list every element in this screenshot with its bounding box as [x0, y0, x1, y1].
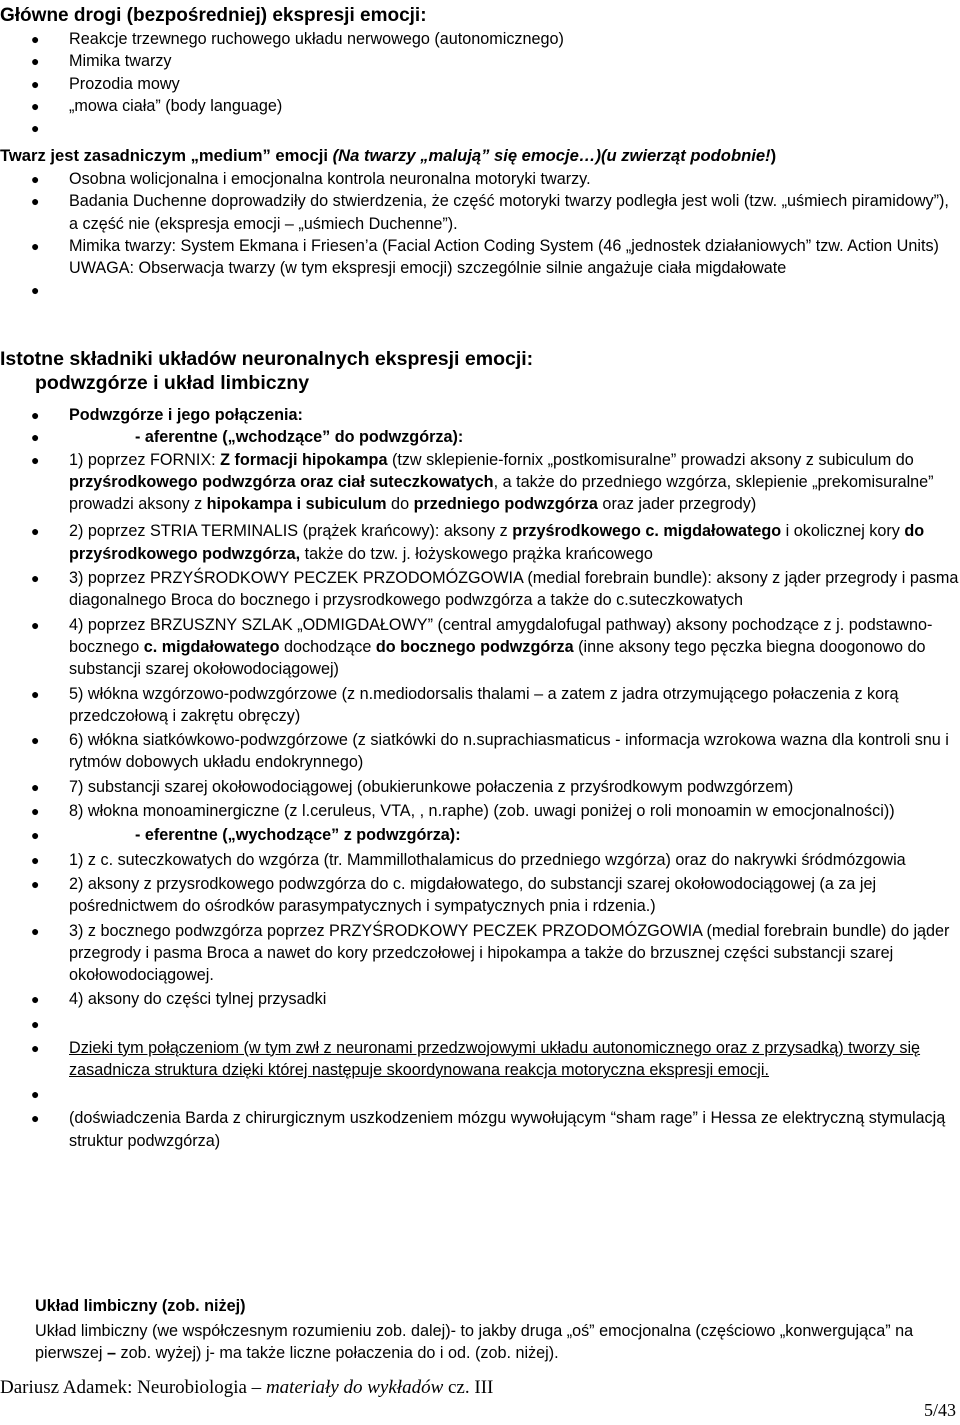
list-item [31, 279, 949, 301]
list-item: ● „mowa ciała” (body language) [69, 95, 949, 117]
section-heading: Istotne składniki układów neuronalnych ekspresji emocji: podwzgórze i układ limbiczny [0, 348, 534, 394]
bullet-icon: ● [31, 827, 40, 844]
list-item: ● 5) włókna wzgórzowo-podwzgórzowe (z n.mediodorsalis thalami – a zatem z jadra otrzymującego połaczenia z korą przedczołową i zakrętu obręczy) [31, 684, 899, 725]
list-item [31, 1013, 960, 1035]
list-item: ● 6) włókna siatkówkowo-podwzgórzowe (z siatkówki do n.suprachiasmaticus - informacja wzrokowa wazna dla kontroli snu i rytmów dobowych układu endokrynnego) [31, 731, 949, 772]
bullet-icon: ● [31, 922, 40, 939]
list-item: ● - aferentne („wchodzące” do podwzgórza): [69, 426, 960, 448]
bullet-icon: ● [31, 1086, 40, 1103]
bullet-icon: ● [31, 120, 40, 137]
list-item: ● Reakcje trzewnego ruchowego układu nerwowego (autonomicznego) [69, 28, 949, 50]
bullet-icon: ● [31, 193, 40, 210]
list-item: ● Mimika twarzy: System Ekmana i Friesen’a (Facial Action Coding System (46 „jednostek działaniowych” tzw. Action Units) UWAGA: Obserwacja twarzy (w tym ekspresji emocji) szczególnie silnie angażuje ciała migdałowate [31, 236, 939, 278]
bullet-icon: ● [31, 685, 40, 702]
bullet-icon: ● [31, 429, 40, 446]
list-item: ● 1) z c. suteczkowatych do wzgórza (tr. Mammillothalamicus do przedniego wzgórza) oraz do nakrywki śródmózgowia [69, 849, 960, 871]
page-number: 5/43 [923, 1400, 956, 1420]
limbic-system-text: Układ limbiczny (we współczesnym rozumieniu zob. dalej)- to jakby druga „oś” emocjonalna (częściowo „konwergująca” na pierwszej – zob. wyżej) j- ma także liczne połaczenia do i od. (zob. niżej). [35, 1322, 914, 1363]
bullet-icon: ● [31, 97, 40, 114]
list-item: ● 8) włokna monoaminergiczne (z l.ceruleus, VTA, , n.raphe) (zob. uwagi poniżej o roli monoamin w emocjonalności)) [69, 800, 960, 822]
bullet-icon: ● [31, 282, 40, 299]
bullet-icon: ● [31, 991, 40, 1008]
list-item [31, 1083, 960, 1105]
bullet-icon: ● [31, 171, 40, 187]
bullet-icon: ● [31, 616, 40, 633]
face-control-list [31, 168, 949, 301]
bullet-icon: ● [31, 237, 40, 254]
bullet-icon: ● [31, 75, 40, 92]
list-item: ● 4) aksony do części tylnej przysadki [69, 988, 960, 1010]
list-item: ● 2) poprzez STRIA TERMINALIS (prążek krańcowy): aksony z przyśrodkowego c. migdałowatego i okolicznej kory do przyśrodkowego podwzgórza, także do tzw. j. łożyskowego prążka krańcowego [31, 522, 925, 563]
hypothalamus-connections-list [31, 404, 960, 1152]
face-statement: Twarz jest zasadniczym „medium” emocji (Na twarzy „malują” się emocje…)(u zwierząt podobnie!) [0, 146, 777, 165]
list-item: ● Prozodia mowy [69, 73, 949, 95]
bullet-icon: ● [31, 803, 40, 820]
bullet-icon: ● [31, 31, 40, 47]
list-item: ● 1) poprzez FORNIX: Z formacji hipokampa (tzw sklepienie-fornix „postkomisuralne” prowadzi aksony z subiculum do przyśrodkowego podwzgórza oraz ciał suteczkowatych, a także do przedniego wzgórza, sklepienie „prekomisuralne” prowadzi aksony z hipokampa i subiculum do przedniego podwzgórza oraz jader przegrody) [31, 450, 934, 514]
list-item: ● Podwzgórze i jego połączenia: [69, 404, 960, 426]
list-item: ● (doświadczenia Barda z chirurgicznym uszkodzeniem mózgu wywołującym “sham rage” i Hessa ze elektryczną stymulacją struktur podwzgórza) [31, 1109, 946, 1150]
bullet-icon: ● [31, 851, 40, 868]
page-footer: Dariusz Adamek: Neurobiologia – materiały do wykładów cz. III [0, 1377, 494, 1398]
bullet-icon: ● [31, 1015, 40, 1032]
bullet-icon: ● [31, 732, 40, 749]
list-item: ● Dzieki tym połączeniom (w tym zwł z neuronami przedzwojowymi układu autonomicznego oraz z przysadką) tworzy się zasadnicza struktura dzięki której następuje skoordynowana reakcja motoryczna ekspresji emocji. [31, 1038, 921, 1080]
list-item: ● Osobna wolicjonalna i emocjonalna kontrola neuronalna motoryki twarzy. [69, 168, 949, 190]
bullet-icon: ● [31, 523, 40, 540]
bullet-icon: ● [31, 407, 40, 423]
list-item: ● Badania Duchenne doprowadziły do stwierdzenia, że część motoryki twarzy podległa jest woli (tzw. „uśmiech piramidowy”), a część nie (ekspresja emocji – „uśmiech Duchenne”). [31, 192, 949, 233]
bullet-icon: ● [31, 875, 40, 892]
bullet-icon: ● [31, 570, 40, 587]
list-item: ● 4) poprzez BRZUSZNY SZLAK „ODMIGDAŁOWY” (central amygdalofugal pathway) aksony pochodzące z j. podstawno-bocznego c. migdałowatego dochodzące do bocznego podwzgórza (inne aksony tego pęczka biegna doogonowo do substancji szarej okołowodociągowej) [31, 615, 933, 679]
bullet-icon: ● [31, 778, 40, 795]
list-item: ● 7) substancji szarej okołowodociągowej (obukierunkowe połaczenia z przyśrodkowym podwzgórzem) [69, 776, 960, 798]
list-item: ● - eferentne („wychodzące” z podwzgórza): [69, 824, 960, 846]
bullet-icon: ● [31, 53, 40, 70]
list-item: ● Mimika twarzy [69, 50, 949, 72]
expression-pathways-list [31, 28, 949, 139]
limbic-system-title: Układ limbiczny (zob. niżej) [35, 1297, 246, 1315]
bullet-icon: ● [31, 451, 40, 468]
main-heading: Główne drogi (bezpośredniej) ekspresji emocji: [0, 5, 427, 26]
bullet-icon: ● [31, 1039, 40, 1056]
list-item: ● 3) poprzez PRZYŚRODKOWY PECZEK PRZODOMÓZGOWIA (medial forebrain bundle): aksony z jąder przegrody i pasma diagonalnego Broca do bocznego i przysrodkowego podwzgórza a także do c.suteczkowatych [31, 569, 959, 610]
bullet-icon: ● [31, 1110, 40, 1127]
list-item [31, 117, 949, 139]
list-item: ● 3) z bocznego podwzgórza poprzez PRZYŚRODKOWY PECZEK PRZODOMÓZGOWIA (medial forebrain bundle) do jąder przegrody i pasma Broca a nawet do kory przedczołowej i hipokampa a także do brzusznej części substancji szarej okołowodociągowej. [31, 921, 950, 985]
list-item: ● 2) aksony z przysrodkowego podwzgórza do c. migdałowatego, do substancji szarej okołowodociągowej (a za jej pośrednictwem do ośrodków parasympatycznych i sympatycznych pnia i rdzenia.) [31, 874, 877, 916]
